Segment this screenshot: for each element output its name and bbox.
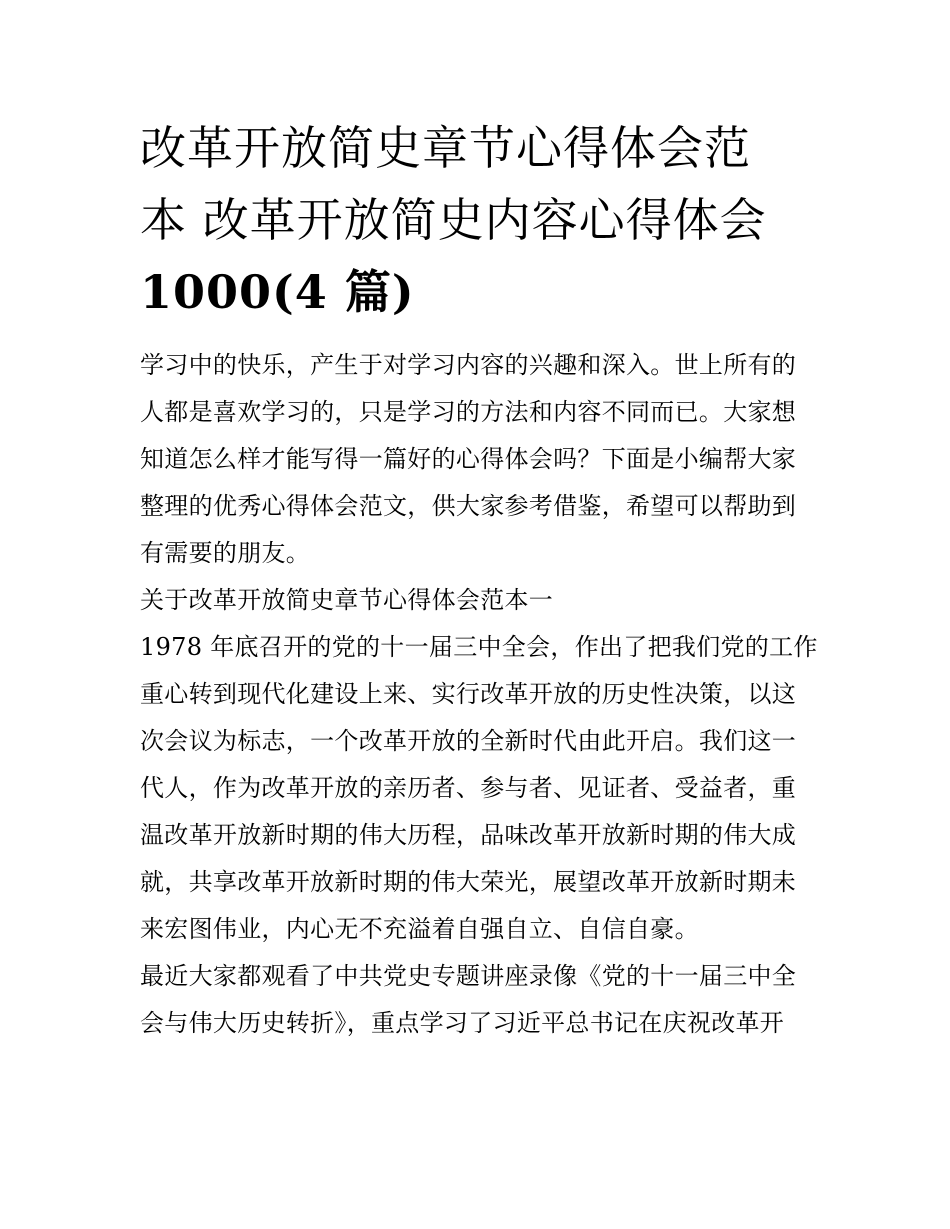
paragraph-line: 重心转到现代化建设上来、实行改革开放的历史性决策，以这 bbox=[140, 680, 797, 708]
paragraph-line: 最近大家都观看了中共党史专题讲座录像《党的十一届三中全 bbox=[140, 962, 797, 990]
document-body bbox=[140, 342, 818, 1047]
title-line-3: 1000(4 篇) bbox=[140, 265, 415, 319]
paragraph-line: 会与伟大历史转折》，重点学习了习近平总书记在庆祝改革开 bbox=[140, 1009, 785, 1037]
intro-line: 整理的优秀心得体会范文，供大家参考借鉴，希望可以帮助到 bbox=[140, 492, 797, 520]
intro-paragraph bbox=[140, 342, 812, 577]
body-paragraph-2 bbox=[140, 953, 812, 1047]
section-heading-text: 关于改革开放简史章节心得体会范本一 bbox=[140, 586, 554, 614]
title-line-2: 本 改革开放简史内容心得体会 bbox=[140, 193, 767, 247]
body-paragraph-1 bbox=[140, 624, 818, 953]
paragraph-line: 次会议为标志，一个改革开放的全新时代由此开启。我们这一 bbox=[140, 727, 797, 755]
intro-line: 学习中的快乐，产生于对学习内容的兴趣和深入。世上所有的 bbox=[140, 351, 797, 379]
title-line-1: 改革开放简史章节心得体会范 bbox=[140, 121, 751, 175]
paragraph-line: 代人，作为改革开放的亲历者、参与者、见证者、受益者，重 bbox=[140, 774, 797, 802]
intro-line: 知道怎么样才能写得一篇好的心得体会吗？下面是小编帮大家 bbox=[140, 445, 797, 473]
section-heading bbox=[140, 577, 812, 624]
paragraph-line: 温改革开放新时期的伟大历程，品味改革开放新时期的伟大成 bbox=[140, 821, 797, 849]
paragraph-line: 就，共享改革开放新时期的伟大荣光，展望改革开放新时期未 bbox=[140, 868, 797, 896]
paragraph-line: 来宏图伟业，内心无不充溢着自强自立、自信自豪。 bbox=[140, 915, 699, 943]
paragraph-line: 1978 年底召开的党的十一届三中全会，作出了把我们党的工作 bbox=[140, 633, 818, 661]
document-content bbox=[140, 112, 818, 1047]
intro-line: 有需要的朋友。 bbox=[140, 539, 311, 567]
document-title bbox=[140, 112, 812, 328]
intro-line: 人都是喜欢学习的，只是学习的方法和内容不同而已。大家想 bbox=[140, 398, 797, 426]
